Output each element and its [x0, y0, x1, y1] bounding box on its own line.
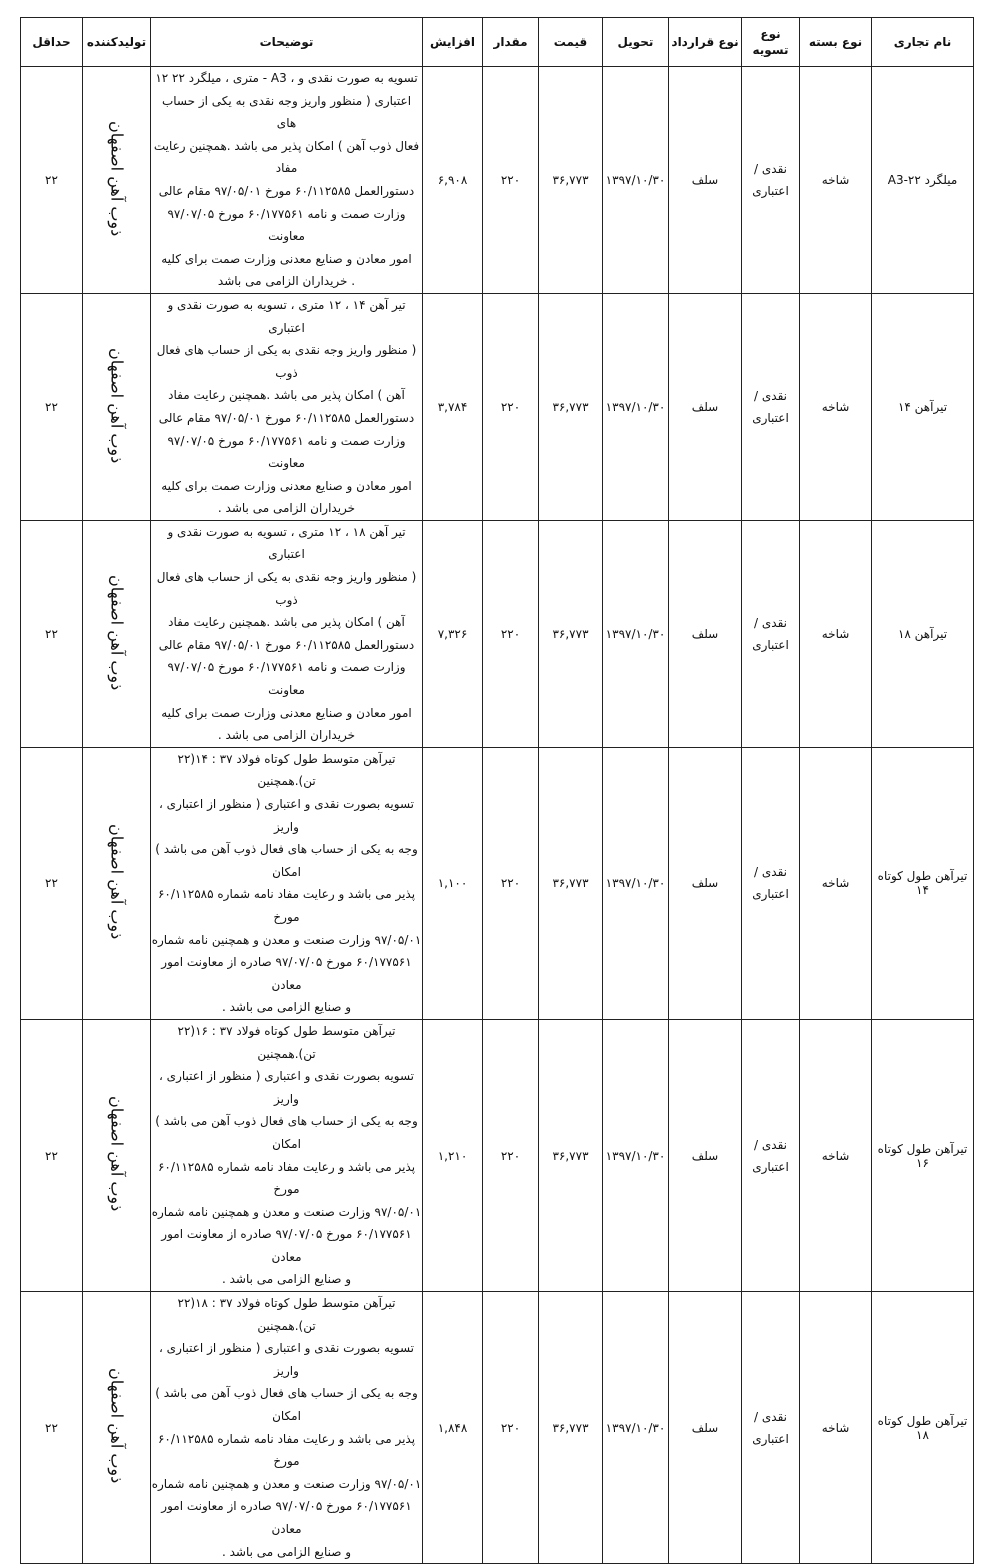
producer-text: ذوب آهن اصفهان [107, 824, 127, 940]
cell-minimum: ۲۲ [21, 293, 83, 520]
cell-producer [83, 1292, 151, 1564]
cell-producer [83, 747, 151, 1019]
cell-delivery: ۱۳۹۷/۱۰/۳۰ [603, 747, 669, 1019]
cell-name: تیرآهن طول کوتاه ۱۸ [872, 1292, 974, 1564]
header-row [21, 18, 974, 67]
header-settlement: نوع تسویه [742, 18, 800, 67]
table-row [21, 293, 974, 520]
cell-settlement: نقدی / اعتباری [742, 520, 800, 747]
cell-price: ۳۶,۷۷۳ [539, 67, 603, 294]
cell-contract: سلف [669, 1292, 742, 1564]
table-row [21, 67, 974, 294]
table-row [21, 1019, 974, 1291]
header-name: نام تجاری [872, 18, 974, 67]
cell-delivery: ۱۳۹۷/۱۰/۳۰ [603, 1019, 669, 1291]
cell-package: شاخه [800, 747, 872, 1019]
cell-delivery: ۱۳۹۷/۱۰/۳۰ [603, 520, 669, 747]
header-description: توضیحات [151, 18, 423, 67]
cell-quantity: ۲۲۰ [483, 1019, 539, 1291]
cell-quantity: ۲۲۰ [483, 67, 539, 294]
cell-increase: ۱,۲۱۰ [423, 1019, 483, 1291]
cell-description: تیرآهن متوسط طول کوتاه فولاد ۳۷ : ۱۶(۲۲ تن).همچنین تسویه بصورت نقدی و اعتباری ( منظور از اعتباری ، واریز وجه به یکی از حساب های فعال ذوب آهن می باشد ) امکان پذیر می باشد و رعایت مفاد نامه شماره ۶۰/۱۱۲۵۸۵ مورخ ۹۷/۰۵/۰۱ وزارت صنعت و معدن و همچنین نامه شماره ۶۰/۱۷۷۵۶۱ مورخ ۹۷/۰۷/۰۵ صادره از معاونت امور معادن و صنایع الزامی می باشد . [151, 1019, 423, 1291]
producer-text: ذوب آهن اصفهان [107, 574, 127, 690]
cell-minimum: ۲۲ [21, 520, 83, 747]
cell-description: تسویه به صورت نقدی و ، A3 - متری ، میلگرد ۲۲ ۱۲ اعتباری ( منظور واریز وجه نقدی به یکی از حساب های فعال ذوب آهن ) امکان پذیر می باشد .همچنین رعایت مفاد دستورالعمل ۶۰/۱۱۲۵۸۵ مورخ ۹۷/۰۵/۰۱ مقام عالی وزارت صمت و نامه ۶۰/۱۷۷۵۶۱ مورخ ۹۷/۰۷/۰۵ معاونت امور معادن و صنایع معدنی وزارت صمت برای کلیه . خریداران الزامی می باشد [151, 67, 423, 294]
cell-increase: ۱,۸۴۸ [423, 1292, 483, 1564]
cell-description: تیر آهن ۱۸ ، ۱۲ متری ، تسویه به صورت نقدی و اعتباری ( منظور واریز وجه نقدی به یکی از حساب های فعال ذوب آهن ) امکان پذیر می باشد .همچنین رعایت مفاد دستورالعمل ۶۰/۱۱۲۵۸۵ مورخ ۹۷/۰۵/۰۱ مقام عالی وزارت صمت و نامه ۶۰/۱۷۷۵۶۱ مورخ ۹۷/۰۷/۰۵ معاونت امور معادن و صنایع معدنی وزارت صمت برای کلیه خریداران الزامی می باشد . [151, 520, 423, 747]
cell-contract: سلف [669, 1019, 742, 1291]
cell-settlement: نقدی / اعتباری [742, 1292, 800, 1564]
offerings-table [20, 17, 974, 1564]
cell-package: شاخه [800, 1019, 872, 1291]
cell-package: شاخه [800, 67, 872, 294]
cell-producer [83, 1019, 151, 1291]
cell-name: میلگرد ۲۲-A3 [872, 67, 974, 294]
cell-contract: سلف [669, 293, 742, 520]
cell-delivery: ۱۳۹۷/۱۰/۳۰ [603, 293, 669, 520]
cell-contract: سلف [669, 520, 742, 747]
header-quantity: مقدار [483, 18, 539, 67]
cell-package: شاخه [800, 1292, 872, 1564]
cell-price: ۳۶,۷۷۳ [539, 520, 603, 747]
cell-price: ۳۶,۷۷۳ [539, 1292, 603, 1564]
header-increase: افزایش [423, 18, 483, 67]
header-price: قیمت [539, 18, 603, 67]
cell-producer [83, 67, 151, 294]
cell-minimum: ۲۲ [21, 1292, 83, 1564]
cell-minimum: ۲۲ [21, 67, 83, 294]
table-row [21, 747, 974, 1019]
cell-increase: ۳,۷۸۴ [423, 293, 483, 520]
producer-text: ذوب آهن اصفهان [107, 120, 127, 237]
cell-minimum: ۲۲ [21, 747, 83, 1019]
header-package: نوع بسته [800, 18, 872, 67]
header-delivery: تحویل [603, 18, 669, 67]
cell-package: شاخه [800, 520, 872, 747]
cell-description: تیر آهن ۱۴ ، ۱۲ متری ، تسویه به صورت نقدی و اعتباری ( منظور واریز وجه نقدی به یکی از حساب های فعال ذوب آهن ) امکان پذیر می باشد .همچنین رعایت مفاد دستورالعمل ۶۰/۱۱۲۵۸۵ مورخ ۹۷/۰۵/۰۱ مقام عالی وزارت صمت و نامه ۶۰/۱۷۷۵۶۱ مورخ ۹۷/۰۷/۰۵ معاونت امور معادن و صنایع معدنی وزارت صمت برای کلیه خریداران الزامی می باشد . [151, 293, 423, 520]
producer-text: ذوب آهن اصفهان [107, 1096, 127, 1212]
cell-delivery: ۱۳۹۷/۱۰/۳۰ [603, 67, 669, 294]
table-row [21, 520, 974, 747]
cell-description: تیرآهن متوسط طول کوتاه فولاد ۳۷ : ۱۸(۲۲ تن).همچنین تسویه بصورت نقدی و اعتباری ( منظور از اعتباری ، واریز وجه به یکی از حساب های فعال ذوب آهن می باشد ) امکان پذیر می باشد و رعایت مفاد نامه شماره ۶۰/۱۱۲۵۸۵ مورخ ۹۷/۰۵/۰۱ وزارت صنعت و معدن و همچنین نامه شماره ۶۰/۱۷۷۵۶۱ مورخ ۹۷/۰۷/۰۵ صادره از معاونت امور معادن و صنایع الزامی می باشد . [151, 1292, 423, 1564]
cell-name: تیرآهن طول کوتاه ۱۴ [872, 747, 974, 1019]
cell-name: تیرآهن ۱۴ [872, 293, 974, 520]
cell-producer [83, 293, 151, 520]
cell-minimum: ۲۲ [21, 1019, 83, 1291]
cell-settlement: نقدی / اعتباری [742, 67, 800, 294]
cell-delivery: ۱۳۹۷/۱۰/۳۰ [603, 1292, 669, 1564]
cell-name: تیرآهن طول کوتاه ۱۶ [872, 1019, 974, 1291]
cell-increase: ۶,۹۰۸ [423, 67, 483, 294]
cell-quantity: ۲۲۰ [483, 747, 539, 1019]
cell-price: ۳۶,۷۷۳ [539, 293, 603, 520]
cell-name: تیرآهن ۱۸ [872, 520, 974, 747]
cell-contract: سلف [669, 747, 742, 1019]
header-minimum: حداقل [21, 18, 83, 67]
producer-text: ذوب آهن اصفهان [107, 1368, 127, 1484]
table-row [21, 1292, 974, 1564]
cell-contract: سلف [669, 67, 742, 294]
cell-settlement: نقدی / اعتباری [742, 1019, 800, 1291]
cell-quantity: ۲۲۰ [483, 1292, 539, 1564]
cell-producer [83, 520, 151, 747]
header-contract: نوع قرارداد [669, 18, 742, 67]
cell-package: شاخه [800, 293, 872, 520]
cell-description: تیرآهن متوسط طول کوتاه فولاد ۳۷ : ۱۴(۲۲ تن).همچنین تسویه بصورت نقدی و اعتباری ( منظور از اعتباری ، واریز وجه به یکی از حساب های فعال ذوب آهن می باشد ) امکان پذیر می باشد و رعایت مفاد نامه شماره ۶۰/۱۱۲۵۸۵ مورخ ۹۷/۰۵/۰۱ وزارت صنعت و معدن و همچنین نامه شماره ۶۰/۱۷۷۵۶۱ مورخ ۹۷/۰۷/۰۵ صادره از معاونت امور معادن و صنایع الزامی می باشد . [151, 747, 423, 1019]
header-producer: تولیدکننده [83, 18, 151, 67]
cell-increase: ۷,۳۲۶ [423, 520, 483, 747]
cell-increase: ۱,۱۰۰ [423, 747, 483, 1019]
cell-quantity: ۲۲۰ [483, 520, 539, 747]
cell-settlement: نقدی / اعتباری [742, 747, 800, 1019]
producer-text: ذوب آهن اصفهان [107, 347, 127, 464]
cell-settlement: نقدی / اعتباری [742, 293, 800, 520]
cell-price: ۳۶,۷۷۳ [539, 1019, 603, 1291]
cell-price: ۳۶,۷۷۳ [539, 747, 603, 1019]
cell-quantity: ۲۲۰ [483, 293, 539, 520]
